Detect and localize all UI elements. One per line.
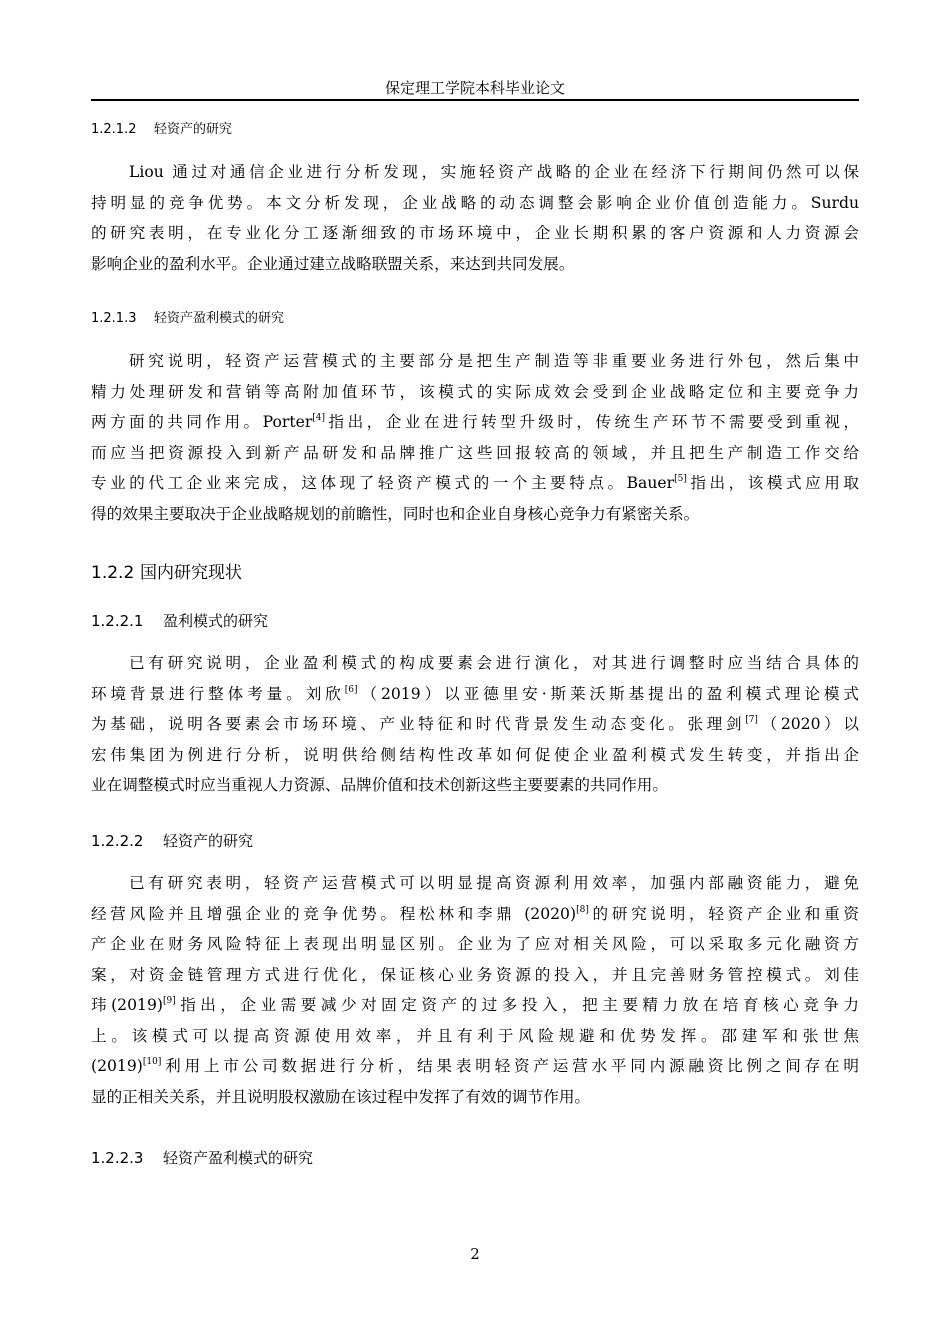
section-title: 国内研究现状 — [140, 563, 242, 583]
section-heading-1-2-1-3 — [91, 310, 284, 328]
text-line — [91, 1051, 859, 1082]
section-number: 1.2.1.3 — [91, 311, 137, 326]
text-run: 经营风险并且增强企业的竞争优势。程松林和李鼎 (2020) — [91, 904, 577, 923]
text-line: 而应当把资源投入到新产品研发和品牌推广这些回报较高的领域，并且把生产制造工作交给 — [91, 443, 859, 462]
text-line: 已有研究说明，企业盈利模式的构成要素会进行演化，对其进行调整时应当结合具体的 — [129, 654, 859, 672]
text-run: 环境背景进行整体考量。刘欣 — [91, 684, 345, 703]
text-line: 宏伟集团为例进行分析，说明供给侧结构性改革如何促使企业盈利模式发生转变，并指出企 — [91, 745, 859, 764]
text-line: 已有研究表明，轻资产运营模式可以明显提高资源利用效率，加强内部融资能力，避免 — [129, 874, 859, 892]
section-heading-1-2-2-2 — [91, 831, 253, 851]
text-line: 得的效果主要取决于企业战略规划的前瞻性，同时也和企业自身核心竞争力有紧密关系。 — [91, 504, 700, 523]
text-line: 显的正相关关系，并且说明股权激励在该过程中发挥了有效的调节作用。 — [91, 1087, 591, 1106]
text-run: 的研究说明，轻资产企业和重资 — [588, 904, 859, 923]
section-title: 轻资产盈利模式的研究 — [154, 311, 285, 326]
citation: [4] — [312, 413, 326, 423]
text-line: 案，对资金链管理方式进行优化，保证核心业务资源的投入，并且完善财务管控模式。刘佳 — [91, 965, 859, 984]
text-line — [91, 709, 859, 740]
header-rule — [91, 99, 859, 101]
text-line: Liou 通过对通信企业进行分析发现，实施轻资产战略的企业在经济下行期间仍然可以保 — [129, 163, 859, 181]
text-run: 指出，该模式应用取 — [686, 474, 859, 492]
section-heading-1-2-1-2 — [91, 121, 232, 139]
text-line: 产企业在财务风险特征上表现出明显区别。企业为了应对相关风险，可以采取多元化融资方 — [91, 935, 859, 953]
paragraph-4 — [91, 868, 859, 1112]
text-line — [91, 899, 859, 930]
paragraph-3 — [91, 648, 859, 801]
text-line — [91, 407, 859, 438]
citation: [8] — [576, 904, 589, 915]
section-number: 1.2.2.3 — [91, 1149, 144, 1167]
section-heading-1-2-2 — [91, 562, 242, 584]
text-line: 业在调整模式时应当重视人力资源、品牌价值和技术创新这些主要要素的共同作用。 — [91, 776, 668, 794]
text-run: （2020）以 — [757, 715, 859, 733]
text-run: 专业的代工企业来完成，这体现了轻资产模式的一个主要特点。Bauer — [91, 474, 675, 492]
page-header: 保定理工学院本科毕业论文 — [384, 79, 565, 97]
text-line: 研究说明，轻资产运营模式的主要部分是把生产制造等非重要业务进行外包，然后集中 — [129, 352, 859, 370]
text-line — [91, 990, 859, 1021]
text-line: 持明显的竞争优势。本文分析发现，企业战略的动态调整会影响企业价值创造能力。Surdu — [91, 193, 859, 212]
section-number: 1.2.2.2 — [91, 832, 144, 850]
citation: [10] — [142, 1057, 162, 1067]
text-run: 指出，企业在进行转型升级时，传统生产环节不需要受到重视， — [325, 413, 859, 431]
citation: [9] — [162, 996, 176, 1006]
text-run: (2019) — [91, 1057, 143, 1075]
section-title: 盈利模式的研究 — [163, 612, 269, 630]
text-run: 指出，企业需要减少对固定资产的过多投入，把主要精力放在培育核心竞争力 — [175, 996, 859, 1014]
text-run: （2019）以亚德里安·斯莱沃斯基提出的盈利模式理论模式 — [357, 684, 859, 703]
paragraph-2 — [91, 346, 859, 529]
text-run: 玮(2019) — [91, 996, 163, 1014]
page-number: 2 — [470, 1245, 480, 1263]
section-title: 轻资产盈利模式的研究 — [163, 1149, 314, 1167]
text-run: 两方面的共同作用。Porter — [91, 413, 313, 431]
text-line — [91, 468, 859, 499]
text-line — [91, 679, 859, 710]
text-line: 的研究表明，在专业化分工逐渐细致的市场环境中，企业长期积累的客户资源和人力资源会 — [91, 224, 859, 242]
section-title: 轻资产的研究 — [154, 122, 233, 137]
section-heading-1-2-2-1 — [91, 611, 268, 631]
section-heading-1-2-2-3 — [91, 1148, 313, 1168]
text-line: 上。该模式可以提高资源使用效率，并且有利于风险规避和优势发挥。邵建军和张世焦 — [91, 1026, 859, 1045]
section-title: 轻资产的研究 — [163, 832, 254, 850]
section-number: 1.2.2 — [91, 563, 135, 583]
section-number: 1.2.2.1 — [91, 612, 144, 630]
text-run: 利用上市公司数据进行分析，结果表明轻资产运营水平同内源融资比例之间存在明 — [161, 1057, 859, 1075]
paragraph-1 — [91, 157, 859, 279]
citation: [6] — [344, 684, 358, 695]
citation: [7] — [745, 715, 758, 725]
text-run: 为基础，说明各要素会市场环境、产业特征和时代背景发生动态变化。张理剑 — [91, 715, 746, 733]
citation: [5] — [674, 474, 687, 484]
text-line: 影响企业的盈利水平。企业通过建立战略联盟关系，来达到共同发展。 — [91, 254, 575, 273]
text-line: 精力处理研发和营销等高附加值环节，该模式的实际成效会受到企业战略定位和主要竞争力 — [91, 382, 859, 401]
section-number: 1.2.1.2 — [91, 122, 137, 137]
